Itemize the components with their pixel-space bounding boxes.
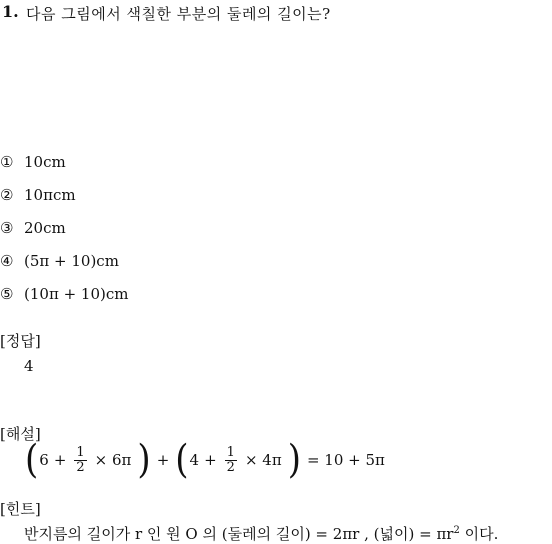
choice-text: 10cm (24, 153, 66, 171)
hint-text (24, 523, 498, 544)
operator: + (204, 451, 217, 469)
figure-placeholder (0, 30, 552, 150)
choice-mark: ⑤ (0, 285, 14, 303)
term: × 6π (94, 451, 132, 469)
choice-mark: ① (0, 153, 14, 171)
fraction (225, 446, 237, 475)
term: × 4π (244, 451, 282, 469)
choice-4[interactable] (0, 252, 119, 270)
fraction (74, 446, 86, 475)
term: 4 (189, 451, 200, 469)
left-paren: ( (25, 437, 39, 483)
answer-value: 4 (24, 357, 34, 375)
question-number: 1. (2, 2, 19, 21)
question-text: 다음 그림에서 색칠한 부분의 둘레의 길이는? (26, 5, 331, 23)
choice-1[interactable] (0, 153, 66, 171)
fraction-denominator: 2 (226, 459, 235, 475)
operator: + (53, 451, 67, 469)
hint-text-main: 반지름의 길이가 r 인 원 O 의 (둘레의 길이) = 2πr , (넓이) = πr (24, 525, 454, 543)
answer-label: [정답] (0, 332, 41, 350)
choice-2[interactable] (0, 186, 76, 204)
choice-mark: ③ (0, 219, 14, 237)
choice-mark: ② (0, 186, 14, 204)
choice-text: 20cm (24, 219, 66, 237)
right-paren: ) (137, 437, 151, 483)
hint-label: [힌트] (0, 500, 41, 518)
term: 6 (39, 451, 49, 469)
choice-mark: ④ (0, 252, 14, 270)
explanation-formula (24, 438, 390, 482)
choice-5[interactable] (0, 285, 128, 303)
choice-3[interactable] (0, 219, 66, 237)
hint-text-end: 이다. (459, 525, 499, 543)
choice-text: (5π + 10)cm (24, 252, 119, 270)
fraction-denominator: 2 (76, 459, 85, 475)
explanation-label: [해설] (0, 425, 41, 443)
fraction-numerator: 1 (76, 444, 85, 460)
result: = 10 + 5π (306, 451, 385, 469)
choice-text: 10πcm (24, 186, 76, 204)
operator: + (156, 451, 170, 469)
choice-text: (10π + 10)cm (24, 285, 129, 303)
left-paren: ( (175, 437, 189, 483)
hint-exponent: 2 (453, 525, 460, 536)
right-paren: ) (287, 437, 301, 483)
fraction-numerator: 1 (226, 444, 235, 460)
